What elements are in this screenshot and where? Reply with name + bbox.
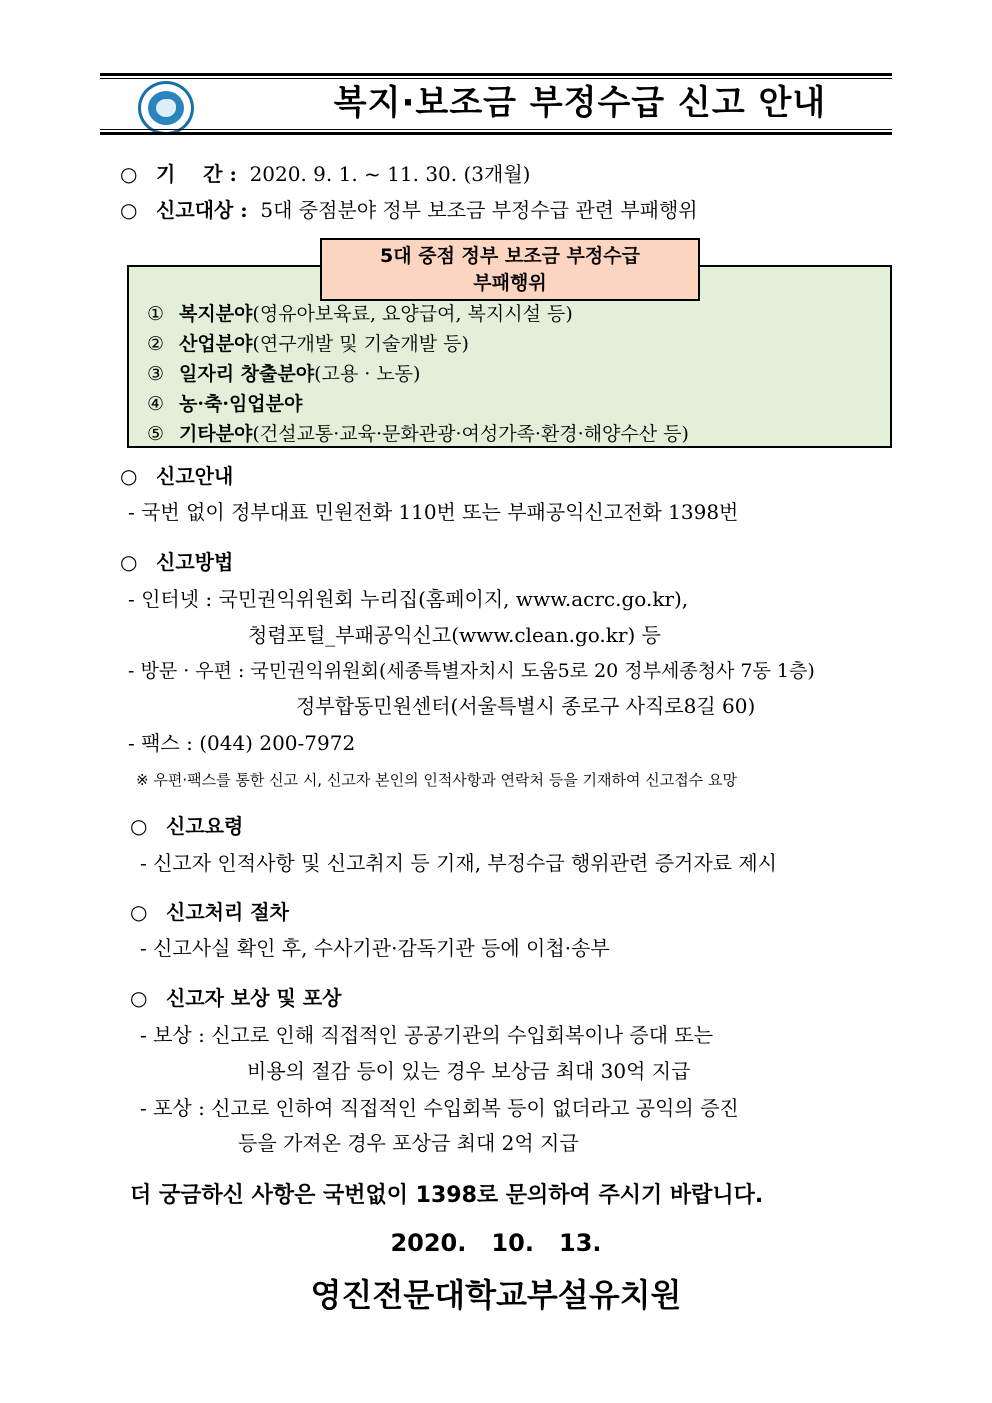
period-value: 2020. 9. 1. ~ 11. 30. (3개월) (249, 162, 531, 186)
area-item-1 (147, 301, 573, 327)
method-visit-line1: - 방문 · 우편 : 국민권익위원회(세종특별자치시 도움5로 20 정부세종청사 7동 1층) (128, 660, 815, 682)
heading-text: 신고방법 (156, 550, 234, 574)
item-detail: (고용 · 노동) (314, 363, 421, 385)
item-detail: (연구개발 및 기술개발 등) (252, 333, 469, 355)
method-internet-line1: - 인터넷 : 국민권익위원회 누리집(홈페이지, www.acrc.go.kr), (128, 587, 689, 611)
method-note: ※ 우편·팩스를 통한 신고 시, 신고자 본인의 인적사항과 연락처 등을 기재하여 신고접수 요망 (136, 771, 737, 789)
item-title: 산업분야 (179, 333, 253, 355)
reward-prize-line1: - 포상 : 신고로 인하여 직접적인 수입회복 등이 없더라고 공익의 증진 (140, 1096, 739, 1120)
area-item-5 (147, 421, 689, 447)
item-title: 농·축·임업분야 (179, 393, 303, 415)
bottom-rule-thick (100, 132, 892, 135)
inquiry-text: 더 궁금하신 사항은 국번없이 1398로 문의하여 주시기 바랍니다. (130, 1183, 764, 1208)
item-number: ① (147, 303, 165, 325)
item-number: ④ (147, 393, 165, 415)
organization-name: 영진전문대학교부설유치원 (310, 1276, 682, 1314)
method-visit-line2: 정부합동민원센터(서울특별시 종로구 사직로8길 60) (296, 694, 756, 718)
five-areas-title-box (320, 238, 700, 301)
item-number: ⑤ (147, 423, 165, 445)
heading-text: 신고요령 (166, 814, 244, 838)
bullet-circle: ○ (130, 900, 148, 924)
area-item-2 (147, 331, 469, 357)
reward-comp-line2: 비용의 절감 등이 있는 경우 보상금 최대 30억 지급 (247, 1059, 691, 1083)
bullet-circle: ○ (130, 814, 148, 838)
bullet-circle: ○ (120, 550, 138, 574)
box-title-line2: 부패행위 (473, 272, 547, 294)
bullet-circle: ○ (120, 464, 138, 488)
method-fax-line: - 팩스 : (044) 200-7972 (128, 731, 356, 755)
box-title-line1: 5대 중점 정부 보조금 부정수급 (380, 245, 640, 267)
guide-line: - 국번 없이 정부대표 민원전화 110번 또는 부패공익신고전화 1398번 (128, 500, 739, 524)
top-rule-thick (100, 73, 892, 76)
area-item-3 (147, 361, 420, 387)
item-title: 복지분야 (179, 303, 253, 325)
top-rule-thin (100, 78, 892, 79)
item-title: 기타분야 (179, 423, 253, 445)
process-line: - 신고사실 확인 후, 수사기관·감독기관 등에 이첩·송부 (140, 936, 610, 960)
university-seal-logo (138, 81, 194, 135)
target-value: 5대 중점분야 정부 보조금 부정수급 관련 부패행위 (260, 198, 698, 222)
period-label: 기 간 : (156, 162, 237, 186)
section-heading-process (130, 898, 289, 926)
area-item-4 (147, 391, 302, 417)
tiger-face-icon (156, 99, 176, 117)
target-row (120, 196, 698, 224)
method-internet-line2: 청렴포털_부패공익신고(www.clean.go.kr) 등 (248, 623, 661, 647)
issue-date: 2020. 10. 13. (390, 1229, 602, 1257)
bullet-circle: ○ (120, 198, 138, 222)
reward-comp-line1: - 보상 : 신고로 인해 직접적인 공공기관의 수입회복이나 증대 또는 (140, 1023, 714, 1047)
page-title: 복지·보조금 부정수급 신고 안내 (333, 83, 827, 123)
bottom-rule-thin (100, 129, 892, 130)
item-detail: (건설교통·교육·문화관광·여성가족·환경·해양수산 등) (252, 423, 689, 445)
period-row (120, 160, 530, 188)
item-number: ② (147, 333, 165, 355)
howto-line: - 신고자 인적사항 및 신고취지 등 기재, 부정수급 행위관련 증거자료 제시 (140, 851, 777, 875)
target-label: 신고대상 : (156, 198, 248, 222)
section-heading-guide (120, 462, 233, 490)
heading-text: 신고처리 절차 (166, 900, 289, 924)
section-heading-method (120, 548, 233, 576)
reward-prize-line2: 등을 가져온 경우 포상금 최대 2억 지급 (238, 1131, 579, 1155)
item-detail: (영유아보육료, 요양급여, 복지시설 등) (252, 303, 573, 325)
bullet-circle: ○ (130, 986, 148, 1010)
bullet-circle: ○ (120, 162, 138, 186)
section-heading-reward (130, 984, 341, 1012)
item-number: ③ (147, 363, 165, 385)
item-title: 일자리 창출분야 (179, 363, 315, 385)
heading-text: 신고안내 (156, 464, 234, 488)
section-heading-howto (130, 812, 243, 840)
heading-text: 신고자 보상 및 포상 (166, 986, 342, 1010)
